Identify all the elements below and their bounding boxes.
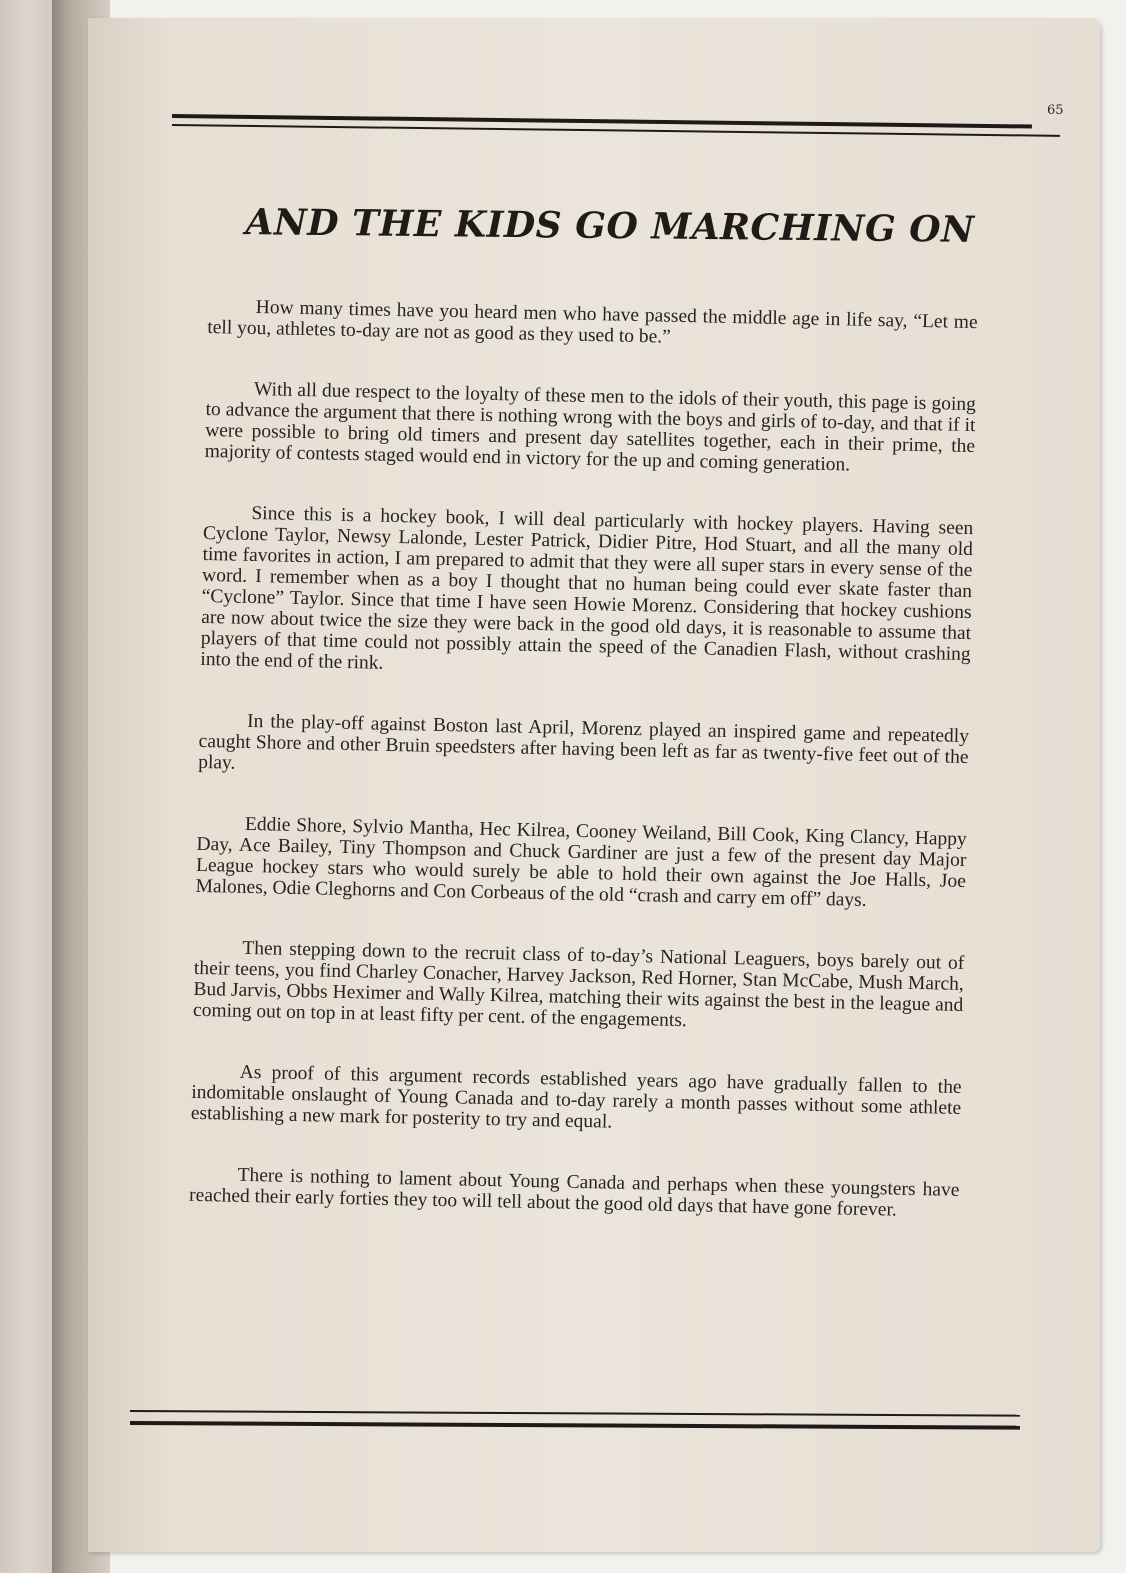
paragraph-6: Then stepping down to the recruit class of to-day’s National Leaguers, boys barely out of their teens, you find Charley Conacher, Harvey Jackson, Red Horner, Stan McCabe, Mush March, Bud Jarvis, Obbs Heximer and Wally Kilrea, matching their wits against the best in the league and coming out on top in at least fifty per cent. of the engagements.: [192, 937, 965, 1032]
page-number: 65: [1047, 103, 1064, 118]
paragraph-2: With all due respect to the loyalty of these men to the idols of their youth, this page is going to advance the argument that there is nothing wrong with the boys and girls of to-day, and that if it were possible to bring old timers and present day satellites together, each in their prime, the majority of contests staged would end in victory for the up and coming generation.: [204, 378, 977, 476]
paragraph-8: There is nothing to lament about Young Canada and perhaps when these youngsters have reached their early forties they too will tell about the good old days that have gone forever.: [188, 1164, 960, 1221]
article-body: [188, 296, 978, 1262]
paragraph-1: How many times have you heard men who have passed the middle age in life say, “Let me tell you, athletes to-day are not as good as they used to be.”: [207, 297, 978, 348]
paragraph-4: In the play-off against Boston last April, Morenz played an inspired game and repeatedly caught Shore and other Bruin speedsters after having been left as far as twenty-five feet out of the play.: [198, 710, 970, 774]
paragraph-3: Since this is a hockey book, I will deal particularly with hockey players. Having seen Cyclone Taylor, Newsy Lalonde, Lester Patrick, Didier Pitre, Hod Stuart, and all the many old time favorites in action, I am prepared to admit that they were all super stars in every sense of the word. I remember when as a boy I thought that no human being could ever skate faster than “Cyclone” Taylor. Since that time I have seen Howie Morenz. Considering that hockey cushions are now about twice the size they were back in the good old days, it is reasonable to assume that players of that time could not possibly attain the speed of the Canadien Flash, without crashing into the end of the rink.: [200, 502, 974, 674]
paragraph-5: Eddie Shore, Sylvio Mantha, Hec Kilrea, Cooney Weiland, Bill Cook, King Clancy, Happy Day, Ace Bailey, Tiny Thompson and Chuck Gardiner are just a few of the present day Major League hockey stars who would surely be able to hold their own against the Joe Halls, Joe Malones, Odie Cleghorns and Con Corbeaus of the old “crash and carry em off” days.: [195, 813, 968, 911]
article-title: AND THE KIDS GO MARCHING ON: [245, 201, 975, 251]
paragraph-7: As proof of this argument records established years ago have gradually fallen to the indomitable onslaught of Young Canada and to-day rarely a month passes without some athlete establishing a new mark for posterity to try and equal.: [190, 1061, 962, 1133]
